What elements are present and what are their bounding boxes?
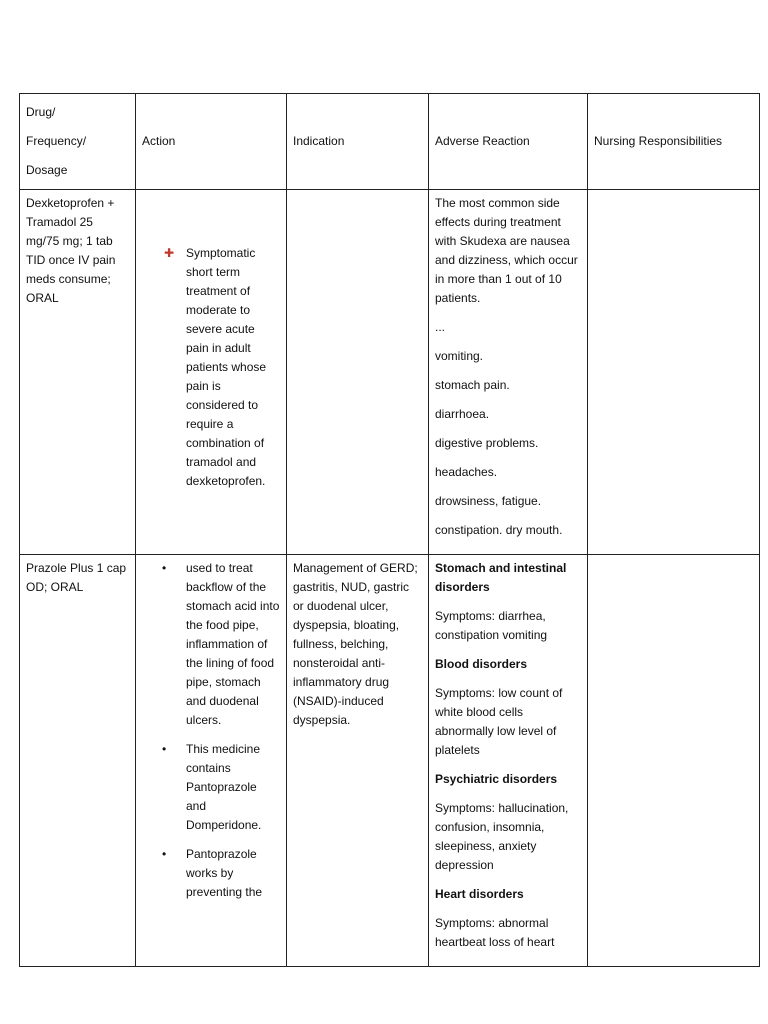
header-drug bbox=[20, 94, 136, 190]
adverse-heading: Blood disorders bbox=[435, 657, 528, 671]
adverse-text: constipation. dry mouth. bbox=[435, 523, 563, 537]
adverse-text: The most common side effects during treatment with Skudexa are nausea and dizziness, which occur in more than 1 out of 10 patients. bbox=[435, 196, 578, 305]
adverse-text: Symptoms: diarrhea, constipation vomiting bbox=[435, 609, 548, 642]
header-action: Action bbox=[136, 94, 287, 190]
action-cell bbox=[136, 555, 287, 967]
adverse-text: stomach pain. bbox=[435, 378, 510, 392]
drug-table bbox=[19, 93, 760, 967]
header-indication: Indication bbox=[287, 94, 429, 190]
adverse-text: Symptoms: abnormal heartbeat loss of heart bbox=[435, 916, 555, 949]
adverse-heading: Psychiatric disorders bbox=[435, 772, 558, 786]
indication-cell: Management of GERD; gastritis, NUD, gastric or duodenal ulcer, dyspepsia, bloating, fullness, belching, nonsteroidal anti-inflammatory drug (NSAID)-induced dyspepsia. bbox=[287, 555, 429, 967]
header-nursing-responsibilities: Nursing Responsibilities bbox=[588, 94, 760, 190]
adverse-text: diarrhoea. bbox=[435, 407, 490, 421]
arrow-bullet-icon: ✚ bbox=[164, 246, 175, 260]
nursing-cell bbox=[588, 555, 760, 967]
header-drug-line: Dosage bbox=[26, 163, 68, 177]
adverse-text: Symptoms: low count of white blood cells abnormally low level of platelets bbox=[435, 686, 563, 757]
adverse-text: drowsiness, fatigue. bbox=[435, 494, 542, 508]
nursing-cell bbox=[588, 190, 760, 555]
adverse-text: vomiting. bbox=[435, 349, 484, 363]
drug-cell: Prazole Plus 1 cap OD; ORAL bbox=[20, 555, 136, 967]
adverse-text: headaches. bbox=[435, 465, 498, 479]
header-row bbox=[20, 94, 760, 190]
action-item bbox=[142, 244, 280, 491]
adverse-heading: Heart disorders bbox=[435, 887, 524, 901]
table-row bbox=[20, 190, 760, 555]
action-item: • Pantoprazole works by preventing the bbox=[142, 845, 280, 902]
header-adverse-reaction: Adverse Reaction bbox=[429, 94, 588, 190]
adverse-cell bbox=[429, 190, 588, 555]
action-text: Symptomatic short term treatment of moderate to severe acute pain in adult patients whose pain is considered to require a combination of tramadol and dexketoprofen. bbox=[186, 246, 267, 488]
adverse-cell bbox=[429, 555, 588, 967]
header-drug-line: Frequency/ bbox=[26, 134, 87, 148]
action-item: • This medicine contains Pantoprazole and Domperidone. bbox=[142, 740, 280, 835]
indication-cell bbox=[287, 190, 429, 555]
adverse-text: digestive problems. bbox=[435, 436, 539, 450]
action-list bbox=[142, 559, 280, 902]
adverse-text: Symptoms: hallucination, confusion, insomnia, sleepiness, anxiety depression bbox=[435, 801, 569, 872]
action-item: • used to treat backflow of the stomach acid into the food pipe, inflammation of the lining of food pipe, stomach and duodenal ulcers. bbox=[142, 559, 280, 730]
header-drug-line: Drug/ bbox=[26, 105, 56, 119]
table-row bbox=[20, 555, 760, 967]
adverse-heading: Stomach and intestinal disorders bbox=[435, 561, 567, 594]
drug-cell: Dexketoprofen + Tramadol 25 mg/75 mg; 1 tab TID once IV pain meds consume; ORAL bbox=[20, 190, 136, 555]
adverse-text: ... bbox=[435, 320, 446, 334]
action-cell bbox=[136, 190, 287, 555]
